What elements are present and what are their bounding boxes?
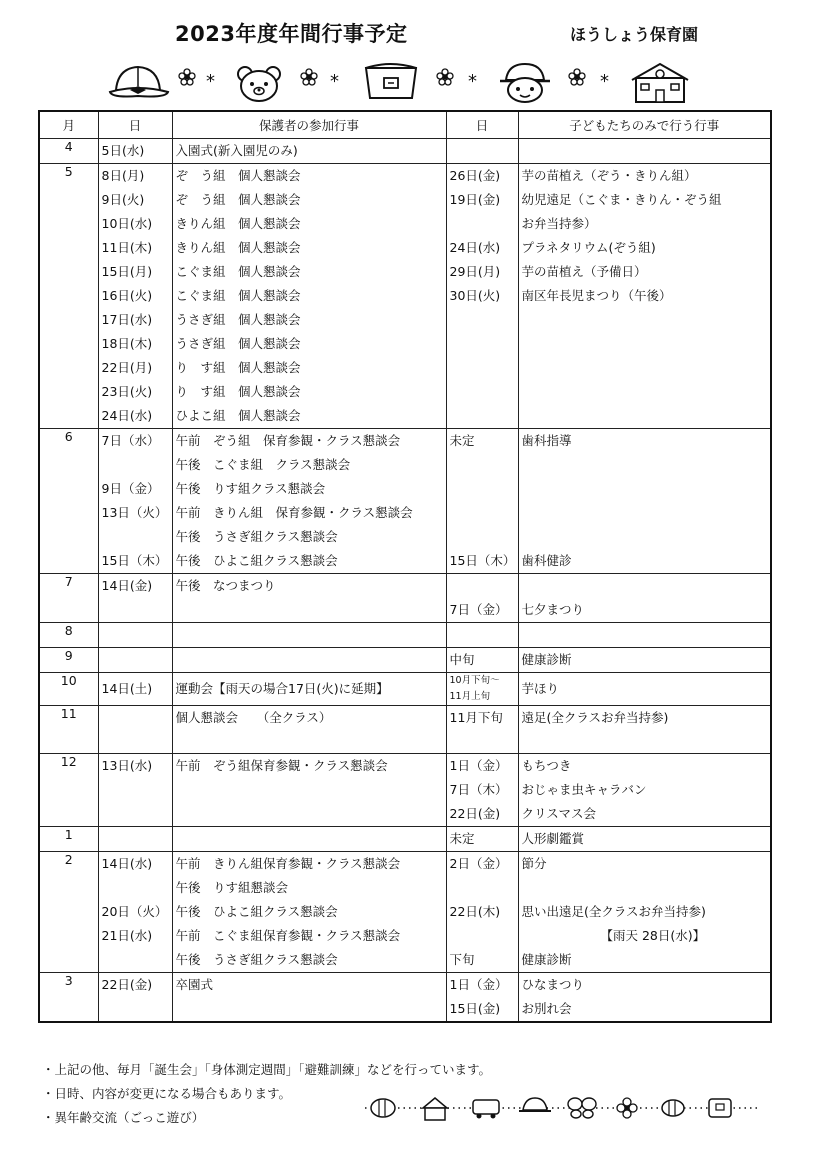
event-line: プラネタリウム(ぞう組): [521, 240, 656, 255]
flower-icon: [178, 68, 196, 86]
event-line: [519, 139, 771, 163]
school-bag-icon: [709, 1099, 731, 1117]
event-line: 午前 こぐま組保育参観・クラス懇談会: [175, 928, 401, 943]
day-line: 22日(金): [101, 977, 153, 992]
table-row: [39, 754, 771, 827]
day-line: 14日(土): [101, 681, 153, 696]
day-line: 22日(月): [101, 360, 153, 375]
month-cell: 9: [39, 648, 98, 673]
day-line: [447, 477, 518, 501]
day-line: 14日(金): [101, 578, 153, 593]
flower-icon: [436, 68, 454, 86]
month-cell: 8: [39, 623, 98, 648]
event-line: 入園式(新入園児のみ): [175, 143, 298, 158]
event-line: 午前 きりん組保育参観・クラス懇談会: [175, 856, 401, 871]
day-line: 1日（金）: [449, 758, 508, 773]
day-line: 7日（木）: [449, 782, 508, 797]
event-line: [519, 574, 771, 598]
event-line: 運動会【雨天の場合17日(火)に延期】: [175, 681, 389, 696]
event-line: 午後 りす組クラス懇談会: [175, 481, 326, 496]
child-face-icon: [498, 62, 552, 104]
day-line: 15日（木）: [449, 553, 516, 568]
day-line: [447, 453, 518, 477]
day-line: 8日(月): [101, 168, 145, 183]
event-line: 芋の苗植え（予備日）: [521, 264, 647, 279]
note-line: ・日時、内容が変更になる場合もあります。: [42, 1086, 292, 1101]
school-building-icon: [628, 62, 692, 104]
event-line: ぞ う組 個人懇談会: [175, 192, 301, 207]
day-line: [447, 924, 518, 948]
event-line: 個人懇談会 （全クラス）: [175, 710, 332, 725]
separator-star: *: [330, 71, 339, 92]
table-row: [39, 429, 771, 574]
event-line: [173, 648, 446, 672]
day-line: 未定: [449, 433, 475, 448]
decoration-row: [100, 62, 700, 108]
event-line: 午後 うさぎ組クラス懇談会: [175, 952, 338, 967]
day-cell: [98, 754, 172, 827]
day2-cell: [446, 973, 518, 1023]
day-line: 26日(金): [449, 168, 501, 183]
event-line: 【雨天 28日(水)】: [600, 928, 706, 943]
separator-star: *: [206, 71, 215, 92]
day-line: 9日(火): [101, 192, 145, 207]
bee-icon: [662, 1100, 684, 1116]
parent-event-cell: [172, 623, 446, 648]
day-line: 20日（火）: [101, 904, 168, 919]
day-cell: [98, 673, 172, 706]
event-line: [519, 501, 771, 525]
parent-event-cell: [172, 574, 446, 623]
header-parent-events: 保護者の参加行事: [172, 111, 446, 139]
month-cell: 1: [39, 827, 98, 852]
day-line: 1日（金）: [449, 977, 508, 992]
child-event-cell: [518, 648, 771, 673]
day-line: 下旬: [449, 952, 475, 967]
day-line: 14日(水): [101, 856, 153, 871]
day-line: 15日(月): [101, 264, 153, 279]
page-title: 2023年度年間行事予定: [175, 22, 408, 46]
event-line: ひなまつり: [521, 977, 585, 992]
event-line: [519, 623, 771, 647]
day-line: [447, 139, 518, 163]
table-row: [39, 574, 771, 623]
parent-event-cell: [172, 164, 446, 429]
day-cell: [98, 139, 172, 164]
table-row: [39, 673, 771, 706]
child-event-cell: [518, 623, 771, 648]
table-row: [39, 623, 771, 648]
child-event-cell: [518, 754, 771, 827]
parent-event-cell: [172, 648, 446, 673]
footer-decoration: [365, 1090, 765, 1124]
day-line: 11月上旬: [449, 691, 491, 702]
event-line: こぐま組 個人懇談会: [175, 264, 301, 279]
parent-event-cell: [172, 754, 446, 827]
table-row: [39, 648, 771, 673]
event-line: [173, 827, 446, 851]
event-line: こぐま組 個人懇談会: [175, 288, 301, 303]
day-line: 24日(水): [101, 408, 153, 423]
day-line: 18日(木): [101, 336, 153, 351]
day2-cell: [446, 429, 518, 574]
day-line: 11月下旬: [449, 710, 503, 725]
day-cell: [98, 429, 172, 574]
parent-event-cell: [172, 429, 446, 574]
table-row: [39, 139, 771, 164]
month-cell: 2: [39, 852, 98, 973]
day-line: [447, 574, 518, 598]
event-line: 歯科健診: [521, 553, 572, 568]
day-line: 11日(木): [101, 240, 153, 255]
day-line: 29日(月): [449, 264, 501, 279]
event-line: 午後 りす組懇談会: [175, 880, 289, 895]
month-cell: 12: [39, 754, 98, 827]
school-name: ほうしょう保育園: [570, 25, 699, 44]
event-line: もちつき: [521, 758, 572, 773]
month-cell: 4: [39, 139, 98, 164]
table-row: [39, 852, 771, 973]
event-line: 午後 こぐま組 クラス懇談会: [175, 457, 351, 472]
day-line: 15日(金): [449, 1001, 501, 1016]
event-line: [519, 525, 771, 549]
month-cell: 5: [39, 164, 98, 429]
parent-event-cell: [172, 673, 446, 706]
month-cell: 7: [39, 574, 98, 623]
day-line: [99, 648, 172, 672]
day2-cell: [446, 648, 518, 673]
parent-event-cell: [172, 827, 446, 852]
flower-icon: [568, 68, 586, 86]
day-line: 17日(水): [101, 312, 153, 327]
day-line: 19日(金): [449, 192, 501, 207]
event-line: 芋の苗植え（ぞう・きりん組）: [521, 168, 697, 183]
day-line: [447, 212, 518, 236]
day-line: [99, 623, 172, 647]
day-line: 30日(火): [449, 288, 501, 303]
event-line: 健康診断: [521, 952, 572, 967]
note-line: ・上記の他、毎月「誕生会」「身体測定週間」「避難訓練」などを行っています。: [42, 1062, 492, 1077]
parent-event-cell: [172, 139, 446, 164]
event-line: 人形劇鑑賞: [521, 831, 585, 846]
day-cell: [98, 706, 172, 754]
flower-icon: [300, 68, 318, 86]
butterfly-icon: [568, 1098, 596, 1118]
child-event-cell: [518, 139, 771, 164]
annual-schedule-table: [38, 110, 772, 1023]
day2-cell: [446, 852, 518, 973]
day-line: 22日(木): [449, 904, 501, 919]
day-line: 10月下旬～: [449, 675, 500, 686]
day2-cell: [446, 673, 518, 706]
child-event-cell: [518, 852, 771, 973]
event-line: ぞ う組 個人懇談会: [175, 168, 301, 183]
day-line: 9日（金）: [101, 481, 160, 496]
event-line: ひよこ組 個人懇談会: [175, 408, 301, 423]
day-line: [447, 501, 518, 525]
note-line: ・異年齢交流（ごっこ遊び）: [42, 1110, 205, 1125]
month-cell: 10: [39, 673, 98, 706]
event-line: 健康診断: [521, 652, 572, 667]
event-line: り す組 個人懇談会: [175, 384, 301, 399]
day-cell: [98, 164, 172, 429]
month-cell: 11: [39, 706, 98, 754]
day-line: 16日(火): [101, 288, 153, 303]
day-line: [447, 623, 518, 647]
hat-icon: [108, 62, 170, 102]
event-line: うさぎ組 個人懇談会: [175, 336, 301, 351]
day-line: 23日(火): [101, 384, 153, 399]
day-cell: [98, 852, 172, 973]
day-line: [99, 525, 172, 549]
day-line: [99, 876, 172, 900]
event-line: [519, 477, 771, 501]
event-line: 節分: [521, 856, 547, 871]
day-cell: [98, 973, 172, 1023]
parent-event-cell: [172, 706, 446, 754]
separator-star: *: [468, 71, 477, 92]
event-line: おじゃま虫キャラバン: [521, 782, 647, 797]
table-row: [39, 706, 771, 754]
event-line: 七夕まつり: [521, 602, 585, 617]
day-line: 5日(水): [101, 143, 145, 158]
child-event-cell: [518, 164, 771, 429]
day-line: 21日(水): [101, 928, 153, 943]
day-line: 15日（木）: [101, 553, 168, 568]
event-line: お別れ会: [521, 1001, 572, 1016]
day-line: 24日(水): [449, 240, 501, 255]
event-line: り す組 個人懇談会: [175, 360, 301, 375]
event-line: うさぎ組 個人懇談会: [175, 312, 301, 327]
table-header-row: [39, 111, 771, 139]
event-line: 午前 ぞう組 保育参観・クラス懇談会: [175, 433, 401, 448]
day-line: [99, 948, 172, 972]
day-line: 13日（火）: [101, 505, 168, 520]
day-cell: [98, 574, 172, 623]
event-line: きりん組 個人懇談会: [175, 240, 301, 255]
day2-cell: [446, 574, 518, 623]
event-line: 遠足(全クラスお弁当持参): [521, 710, 669, 725]
event-line: 午前 きりん組 保育参観・クラス懇談会: [175, 505, 413, 520]
child-event-cell: [518, 827, 771, 852]
house-icon: [423, 1098, 447, 1120]
bus-icon: [473, 1100, 499, 1119]
event-line: [519, 876, 771, 900]
hat-icon: [519, 1098, 551, 1111]
day-line: [447, 876, 518, 900]
child-event-cell: [518, 706, 771, 754]
event-line: 思い出遠足(全クラスお弁当持参): [521, 904, 706, 919]
event-line: 午後 なつまつり: [175, 578, 276, 593]
day-line: 7日（金）: [449, 602, 508, 617]
day-line: 中旬: [449, 652, 475, 667]
child-event-cell: [518, 429, 771, 574]
day-line: 未定: [449, 831, 475, 846]
event-line: 午後 ひよこ組クラス懇談会: [175, 553, 338, 568]
day-cell: [98, 623, 172, 648]
day-line: [99, 453, 172, 477]
day-cell: [98, 827, 172, 852]
separator-star: *: [600, 71, 609, 92]
day2-cell: [446, 827, 518, 852]
child-event-cell: [518, 574, 771, 623]
day-line: 10日(水): [101, 216, 153, 231]
day-line: [99, 706, 172, 730]
bear-icon: [235, 62, 283, 104]
event-line: 午後 うさぎ組クラス懇談会: [175, 529, 338, 544]
event-line: 南区年長児まつり（午後）: [521, 288, 672, 303]
event-line: クリスマス会: [521, 806, 597, 821]
header-day: 日: [98, 111, 172, 139]
day2-cell: [446, 623, 518, 648]
event-line: お弁当持参）: [521, 216, 597, 231]
event-line: 歯科指導: [521, 433, 572, 448]
event-line: 卒園式: [175, 977, 214, 992]
table-row: [39, 164, 771, 429]
day-line: 22日(金): [449, 806, 501, 821]
parent-event-cell: [172, 852, 446, 973]
header-month: 月: [39, 111, 98, 139]
month-cell: 3: [39, 973, 98, 1023]
event-line: [519, 453, 771, 477]
day2-cell: [446, 139, 518, 164]
bee-icon: [371, 1099, 395, 1117]
header-day-2: 日: [446, 111, 518, 139]
day-line: 2日（金）: [449, 856, 508, 871]
day2-cell: [446, 706, 518, 754]
child-event-cell: [518, 673, 771, 706]
header-child-events: 子どもたちのみで行う行事: [518, 111, 771, 139]
month-cell: 6: [39, 429, 98, 574]
event-line: 午後 ひよこ組クラス懇談会: [175, 904, 338, 919]
day-line: [99, 827, 172, 851]
school-bag-icon: [360, 62, 422, 104]
flower-icon: [617, 1098, 637, 1118]
day-line: 13日(水): [101, 758, 153, 773]
event-line: 芋ほり: [521, 681, 560, 696]
event-line: [173, 623, 446, 647]
event-line: きりん組 個人懇談会: [175, 216, 301, 231]
event-line: 幼児遠足（こぐま・きりん・ぞう組: [521, 192, 722, 207]
table-row: [39, 973, 771, 1023]
day2-cell: [446, 754, 518, 827]
day-line: 7日（水）: [101, 433, 160, 448]
parent-event-cell: [172, 973, 446, 1023]
day-line: [447, 525, 518, 549]
day2-cell: [446, 164, 518, 429]
day-cell: [98, 648, 172, 673]
child-event-cell: [518, 973, 771, 1023]
table-row: [39, 827, 771, 852]
event-line: 午前 ぞう組保育参観・クラス懇談会: [175, 758, 388, 773]
